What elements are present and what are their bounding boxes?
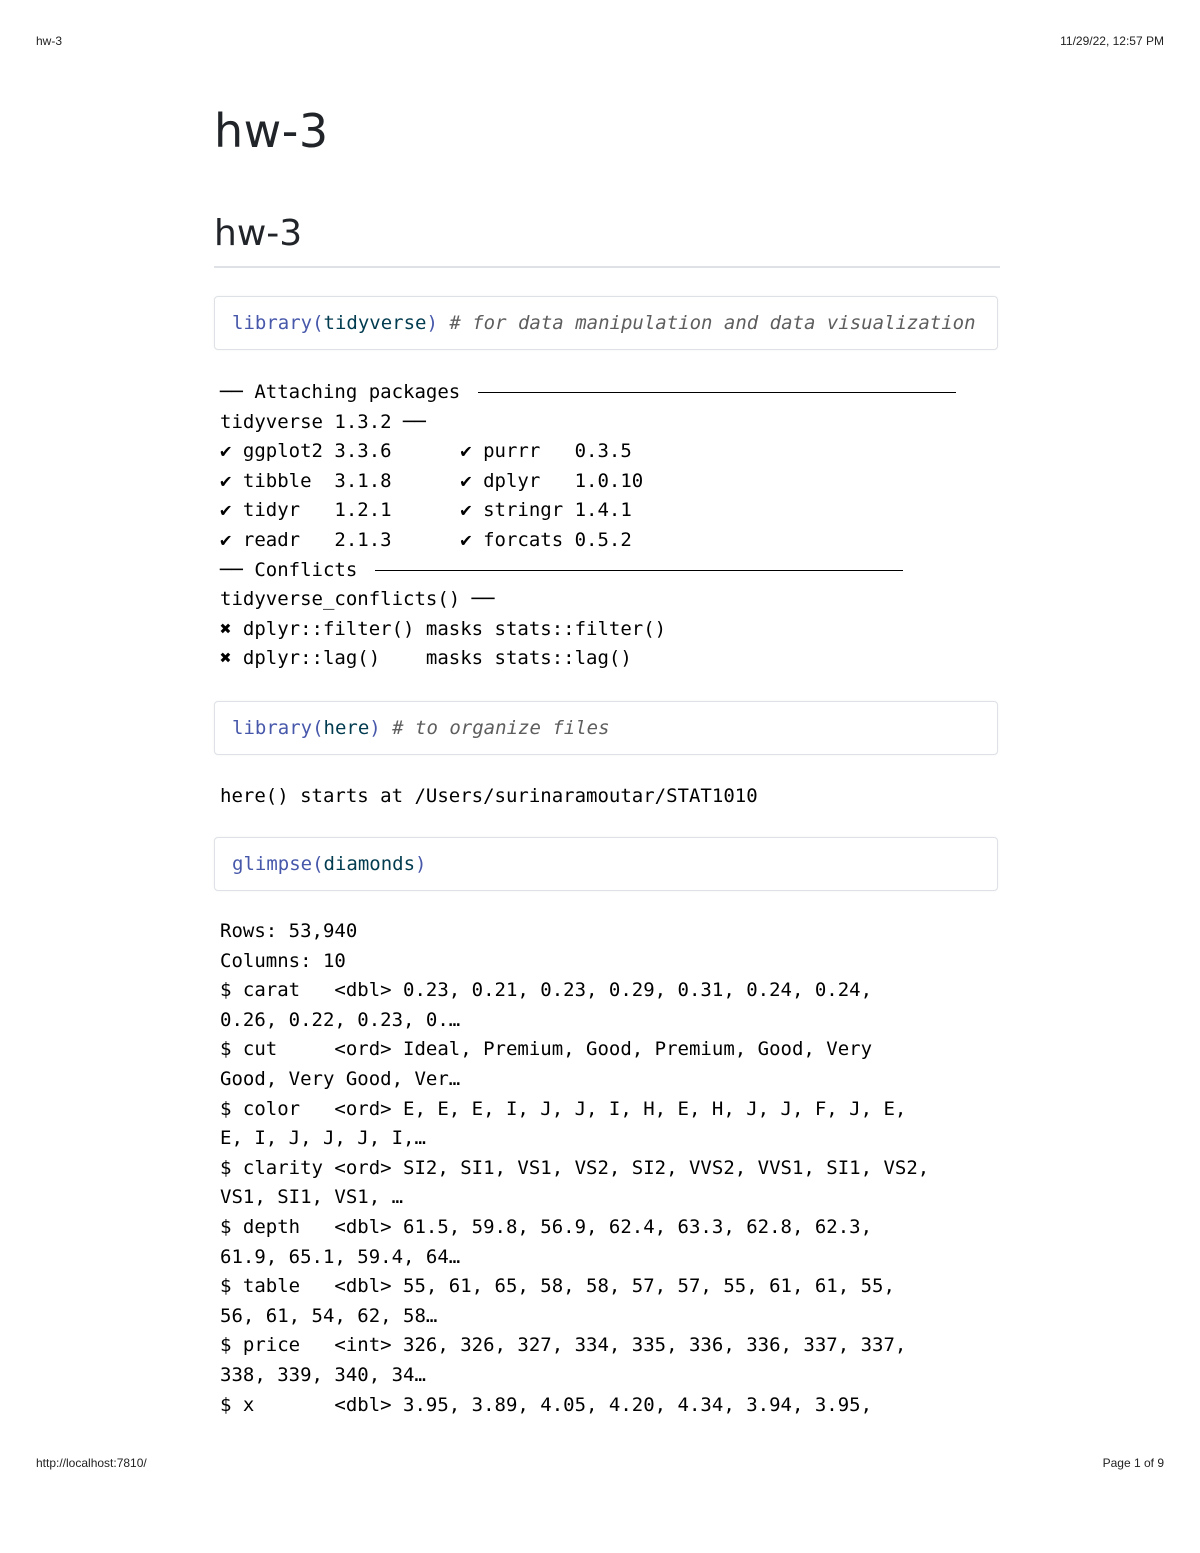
code-chunk-glimpse: [214, 837, 998, 891]
code-paren: ): [415, 853, 427, 875]
section-heading: hw-3: [214, 213, 1000, 268]
code-paren: ): [426, 312, 438, 334]
output-line: $ price <int> 326, 326, 327, 334, 335, 336, 336, 337, 337,: [220, 1334, 907, 1357]
output-line: 56, 61, 54, 62, 58…: [220, 1304, 438, 1327]
code-chunk-library-here: [214, 701, 998, 755]
output-line: here() starts at /Users/surinaramoutar/STAT1010: [220, 785, 758, 807]
output-line: $ depth <dbl> 61.5, 59.8, 56.9, 62.4, 63.3, 62.8, 62.3,: [220, 1215, 873, 1238]
output-attach-packages: [220, 378, 1000, 674]
output-line: ✔ tidyr 1.2.1 ✔ stringr 1.4.1: [220, 499, 632, 522]
print-header-title: hw-3: [36, 34, 63, 48]
output-line: $ color <ord> E, E, E, I, J, J, I, H, E, H, J, J, F, J, E,: [220, 1097, 907, 1120]
output-line: $ x <dbl> 3.95, 3.89, 4.05, 4.20, 4.34, 3.94, 3.95,: [220, 1393, 873, 1416]
output-line: Rows: 53,940: [220, 920, 358, 942]
output-line: ✔ readr 2.1.3 ✔ forcats 0.5.2: [220, 528, 632, 551]
output-line: ── Attaching packages: [220, 378, 1000, 408]
code-function: library(: [232, 717, 324, 739]
output-here: [220, 782, 1000, 812]
print-footer-page-number: Page 1 of 9: [1102, 1456, 1164, 1470]
output-line: E, I, J, J, J, I,…: [220, 1127, 426, 1150]
output-line: tidyverse 1.3.2 ──: [220, 410, 426, 433]
output-line: $ cut <ord> Ideal, Premium, Good, Premium, Good, Very: [220, 1038, 873, 1061]
output-line: 0.26, 0.22, 0.23, 0.…: [220, 1008, 461, 1031]
output-line: ✔ tibble 3.1.8 ✔ dplyr 1.0.10: [220, 469, 644, 492]
document-title: hw-3: [214, 104, 329, 158]
output-line: $ clarity <ord> SI2, SI1, VS1, VS2, SI2, VVS2, VVS1, SI1, VS2,: [220, 1156, 930, 1179]
output-line: VS1, SI1, VS1, …: [220, 1186, 404, 1209]
code-chunk-library-tidyverse: [214, 296, 998, 350]
print-footer-url: http://localhost:7810/: [36, 1456, 147, 1470]
output-line: Good, Very Good, Ver…: [220, 1067, 461, 1090]
code-argument: diamonds: [323, 853, 416, 875]
code-argument: tidyverse: [323, 312, 427, 334]
code-paren: ): [369, 717, 381, 739]
output-line: ── Conflicts: [220, 556, 1000, 586]
output-line: $ carat <dbl> 0.23, 0.21, 0.23, 0.29, 0.31, 0.24, 0.24,: [220, 979, 873, 1002]
code-function: glimpse(: [232, 853, 324, 875]
print-header-timestamp: 11/29/22, 12:57 PM: [1060, 34, 1164, 48]
code-comment: # for data manipulation and data visualization: [437, 312, 976, 334]
output-glimpse: [220, 917, 1000, 1420]
output-line: $ table <dbl> 55, 61, 65, 58, 58, 57, 57, 55, 61, 61, 55,: [220, 1275, 895, 1298]
output-line: ✔ ggplot2 3.3.6 ✔ purrr 0.3.5: [220, 440, 632, 463]
code-argument: here: [323, 717, 370, 739]
output-line: 61.9, 65.1, 59.4, 64…: [220, 1245, 461, 1268]
output-line: 338, 339, 340, 34…: [220, 1363, 426, 1386]
code-comment: # to organize files: [380, 717, 610, 739]
output-line: Columns: 10: [220, 949, 346, 972]
output-line: ✖ dplyr::lag() masks stats::lag(): [220, 647, 632, 670]
code-function: library(: [232, 312, 324, 334]
output-line: tidyverse_conflicts() ──: [220, 588, 495, 611]
output-line: ✖ dplyr::filter() masks stats::filter(): [220, 617, 667, 640]
